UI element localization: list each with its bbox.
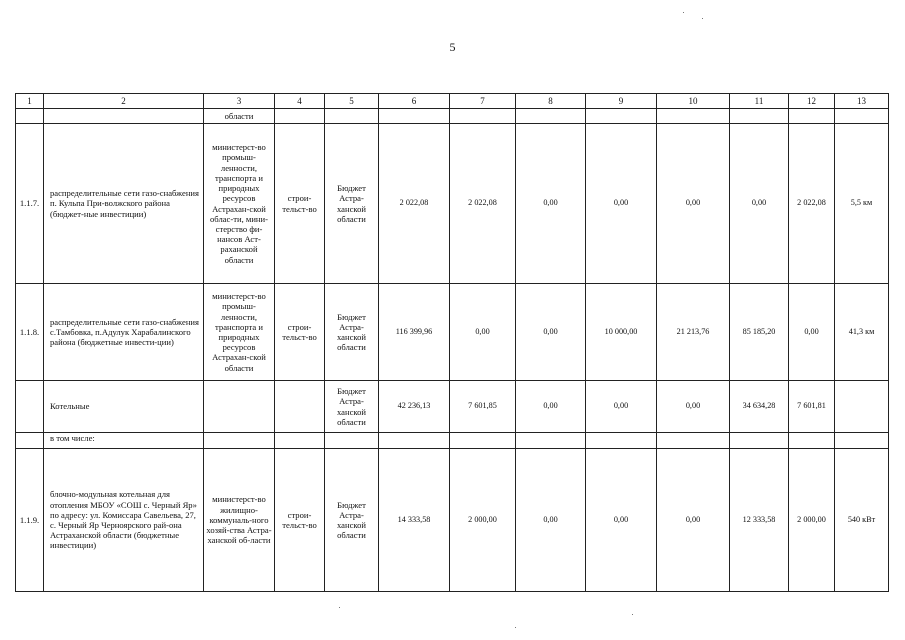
header-cell: 11 xyxy=(730,94,789,109)
row-value-cell: 0,00 xyxy=(730,124,789,284)
row-value-cell: 2 000,00 xyxy=(789,449,835,592)
row-code-cell: 1.1.9. xyxy=(16,449,44,592)
row-value-cell: 0,00 xyxy=(516,381,586,433)
row-value-cell: 42 236,13 xyxy=(379,381,450,433)
continued-executor-cell: области xyxy=(204,109,275,124)
row-value-cell: 2 022,08 xyxy=(450,124,516,284)
row-code-cell: 1.1.8. xyxy=(16,284,44,381)
row-source-cell: Бюджет Астра-ханской области xyxy=(325,381,379,433)
header-cell: 6 xyxy=(379,94,450,109)
header-cell: 10 xyxy=(657,94,730,109)
row-value-cell: 10 000,00 xyxy=(586,284,657,381)
row-value-cell: 0,00 xyxy=(789,284,835,381)
row-source-cell: Бюджет Астра-ханской области xyxy=(325,449,379,592)
row-executor-cell: министерст-во промыш-ленности, транспорта и природных ресурсов Астрахан-ской облас-ти, мини-стерство фи-нансов Аст-раханской области xyxy=(204,124,275,284)
row-value-cell: 14 333,58 xyxy=(379,449,450,592)
row-value-cell: 0,00 xyxy=(657,381,730,433)
row-value-cell: 0,00 xyxy=(586,381,657,433)
header-cell: 2 xyxy=(44,94,204,109)
subheading-row xyxy=(16,433,889,449)
continuation-row xyxy=(16,109,889,124)
row-value-cell: 2 022,08 xyxy=(789,124,835,284)
row-name-cell: распределительные сети газо-снабжения п. Кульпа При-волжского района (бюджет-ные инвестиции) xyxy=(44,124,204,284)
header-cell: 9 xyxy=(586,94,657,109)
row-value-cell: 0,00 xyxy=(450,284,516,381)
row-capacity-cell: 41,3 км xyxy=(835,284,889,381)
row-value-cell: 34 634,28 xyxy=(730,381,789,433)
row-activity-cell: строи-тельст-во xyxy=(275,449,325,592)
scan-speck xyxy=(632,614,633,615)
header-cell: 8 xyxy=(516,94,586,109)
row-value-cell: 0,00 xyxy=(516,284,586,381)
row-value-cell: 0,00 xyxy=(516,449,586,592)
scan-speck xyxy=(515,627,516,628)
row-value-cell: 0,00 xyxy=(586,449,657,592)
row-executor-cell: министерст-во жилищно-коммуналь-ного хозяй-ства Астра-ханской об-ласти xyxy=(204,449,275,592)
row-value-cell: 0,00 xyxy=(586,124,657,284)
header-cell: 5 xyxy=(325,94,379,109)
header-cell: 7 xyxy=(450,94,516,109)
row-activity-cell: строи-тельст-во xyxy=(275,284,325,381)
row-code-cell xyxy=(16,381,44,433)
row-value-cell: 7 601,81 xyxy=(789,381,835,433)
row-value-cell: 116 399,96 xyxy=(379,284,450,381)
scan-speck xyxy=(339,607,340,608)
header-cell: 3 xyxy=(204,94,275,109)
row-value-cell: 0,00 xyxy=(657,124,730,284)
row-value-cell: 12 333,58 xyxy=(730,449,789,592)
row-capacity-cell xyxy=(835,381,889,433)
scan-speck xyxy=(683,12,684,13)
page-number: 5 xyxy=(449,40,456,54)
table-row xyxy=(16,449,889,592)
header-row xyxy=(16,94,889,109)
table-row xyxy=(16,381,889,433)
row-activity-cell xyxy=(275,381,325,433)
row-source-cell: Бюджет Астра-ханской области xyxy=(325,284,379,381)
header-cell: 4 xyxy=(275,94,325,109)
row-executor-cell xyxy=(204,381,275,433)
header-cell: 12 xyxy=(789,94,835,109)
row-name-cell: блочно-модульная котельная для отопления МБОУ «СОШ с. Черный Яр» по адресу: ул. Комиссара Савельева, 27, с. Черный Яр Черноярского рай-она Астраханской области (бюджетные инвестиции) xyxy=(44,449,204,592)
row-code-cell: 1.1.7. xyxy=(16,124,44,284)
row-activity-cell: строи-тельст-во xyxy=(275,124,325,284)
table-row xyxy=(16,284,889,381)
row-value-cell: 0,00 xyxy=(516,124,586,284)
row-value-cell: 2 000,00 xyxy=(450,449,516,592)
budget-table xyxy=(15,93,889,592)
row-value-cell: 85 185,20 xyxy=(730,284,789,381)
row-value-cell: 2 022,08 xyxy=(379,124,450,284)
row-capacity-cell: 5,5 км xyxy=(835,124,889,284)
row-executor-cell: министерст-во промыш-ленности, транспорта и природных ресурсов Астрахан-ской области xyxy=(204,284,275,381)
row-value-cell: 0,00 xyxy=(657,449,730,592)
header-cell: 1 xyxy=(16,94,44,109)
row-name-cell: Котельные xyxy=(44,381,204,433)
table-row xyxy=(16,124,889,284)
row-value-cell: 21 213,76 xyxy=(657,284,730,381)
row-value-cell: 7 601,85 xyxy=(450,381,516,433)
row-source-cell: Бюджет Астра-ханской области xyxy=(325,124,379,284)
row-capacity-cell: 540 кВт xyxy=(835,449,889,592)
row-name-cell: распределительные сети газо-снабжения с.Тамбовка, п.Адулук Харабалинского района (бюджетные инвести-ции) xyxy=(44,284,204,381)
subheading-cell: в том числе: xyxy=(44,433,204,449)
scan-speck xyxy=(702,18,703,19)
header-cell: 13 xyxy=(835,94,889,109)
